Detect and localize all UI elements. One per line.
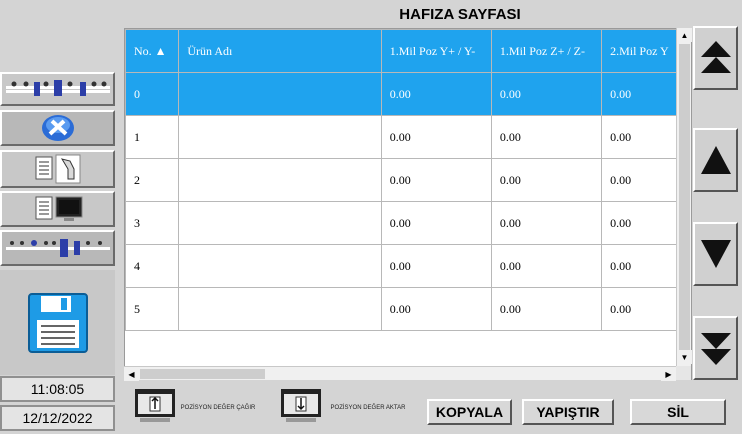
page-down-icon <box>699 328 733 368</box>
vertical-scroll-thumb[interactable] <box>679 44 690 350</box>
column-header-spindle2-y[interactable]: 2.Mil Poz Y <box>602 30 691 73</box>
table-row[interactable] <box>126 159 691 202</box>
scroll-down-arrow-icon[interactable]: ▼ <box>677 350 692 364</box>
paste-button[interactable]: YAPIŞTIR <box>522 399 614 425</box>
save-button[interactable] <box>0 270 115 375</box>
cell-no[interactable]: 0 <box>126 73 179 116</box>
document-hand-icon <box>28 153 88 185</box>
table-row[interactable] <box>126 245 691 288</box>
cell-no[interactable]: 1 <box>126 116 179 159</box>
column-header-no[interactable]: No. ▲ <box>126 30 179 73</box>
scroll-right-arrow-icon[interactable]: ▶ <box>661 367 676 381</box>
cell-spindle2-y[interactable]: 0.00 <box>602 73 691 116</box>
horizontal-scrollbar[interactable] <box>124 366 676 380</box>
cell-no[interactable]: 5 <box>126 288 179 331</box>
scroll-left-arrow-icon[interactable]: ◀ <box>124 367 139 381</box>
cell-spindle1-y[interactable]: 0.00 <box>381 159 491 202</box>
row-down-icon <box>699 234 733 274</box>
table-row[interactable] <box>126 288 691 331</box>
column-header-spindle1-z[interactable]: 1.Mil Poz Z+ / Z- <box>491 30 601 73</box>
column-header-spindle1-y[interactable]: 1.Mil Poz Y+ / Y- <box>381 30 491 73</box>
document-monitor-button[interactable] <box>0 191 115 227</box>
cell-spindle1-y[interactable]: 0.00 <box>381 116 491 159</box>
table-header-row <box>126 30 691 73</box>
settings-tools-icon <box>39 113 77 143</box>
page-up-icon <box>699 38 733 78</box>
cell-spindle2-y[interactable]: 0.00 <box>602 159 691 202</box>
floppy-save-icon <box>27 292 89 354</box>
delete-button[interactable]: SİL <box>630 399 726 425</box>
copy-button[interactable]: KOPYALA <box>427 399 512 425</box>
machine-overview-icon <box>4 76 112 102</box>
scroll-up-arrow-icon[interactable]: ▲ <box>677 28 692 42</box>
cell-spindle1-z[interactable]: 0.00 <box>491 202 601 245</box>
page-title: HAFIZA SAYFASI <box>399 6 521 23</box>
cell-product-name[interactable] <box>179 202 381 245</box>
cell-spindle1-z[interactable]: 0.00 <box>491 288 601 331</box>
cell-product-name[interactable] <box>179 288 381 331</box>
upload-monitor-icon <box>134 388 176 424</box>
machine-overview-button[interactable] <box>0 72 115 106</box>
cell-no[interactable]: 3 <box>126 202 179 245</box>
cell-spindle1-y[interactable]: 0.00 <box>381 245 491 288</box>
position-recall-button[interactable] <box>134 388 176 424</box>
cell-spindle1-z[interactable]: 0.00 <box>491 73 601 116</box>
scroll-corner <box>676 366 691 380</box>
machine-axis-button[interactable] <box>0 230 115 266</box>
clock-date: 12/12/2022 <box>0 405 115 431</box>
cell-product-name[interactable] <box>179 159 381 202</box>
machine-axis-icon <box>4 235 112 261</box>
horizontal-scroll-thumb[interactable] <box>140 369 265 379</box>
position-recall-label: POZİSYON DEĞER ÇAĞIR <box>180 405 256 411</box>
cell-spindle1-z[interactable]: 0.00 <box>491 116 601 159</box>
document-hand-button[interactable] <box>0 150 115 188</box>
cell-spindle2-y[interactable]: 0.00 <box>602 245 691 288</box>
cell-no[interactable]: 4 <box>126 245 179 288</box>
settings-tools-button[interactable] <box>0 110 115 146</box>
cell-product-name[interactable] <box>179 73 381 116</box>
download-monitor-icon <box>280 388 322 424</box>
cell-spindle1-y[interactable]: 0.00 <box>381 73 491 116</box>
position-transfer-label: POZİSYON DEĞER AKTAR <box>330 405 406 411</box>
document-monitor-icon <box>28 194 88 224</box>
cell-spindle1-z[interactable]: 0.00 <box>491 245 601 288</box>
row-up-icon <box>699 140 733 180</box>
cell-spindle2-y[interactable]: 0.00 <box>602 202 691 245</box>
row-down-button[interactable] <box>693 222 738 286</box>
memory-table <box>124 28 692 380</box>
vertical-scrollbar[interactable] <box>676 28 691 366</box>
column-header-product-name[interactable]: Ürün Adı <box>179 30 381 73</box>
row-up-button[interactable] <box>693 128 738 192</box>
page-down-button[interactable] <box>693 316 738 380</box>
page-up-button[interactable] <box>693 26 738 90</box>
clock-time: 11:08:05 <box>0 376 115 402</box>
cell-product-name[interactable] <box>179 116 381 159</box>
cell-no[interactable]: 2 <box>126 159 179 202</box>
cell-spindle2-y[interactable]: 0.00 <box>602 116 691 159</box>
table-row[interactable] <box>126 73 691 116</box>
cell-spindle2-y[interactable]: 0.00 <box>602 288 691 331</box>
cell-spindle1-y[interactable]: 0.00 <box>381 202 491 245</box>
position-transfer-button[interactable] <box>280 388 322 424</box>
table-row[interactable] <box>126 116 691 159</box>
cell-spindle1-y[interactable]: 0.00 <box>381 288 491 331</box>
cell-spindle1-z[interactable]: 0.00 <box>491 159 601 202</box>
table-row[interactable] <box>126 202 691 245</box>
cell-product-name[interactable] <box>179 245 381 288</box>
